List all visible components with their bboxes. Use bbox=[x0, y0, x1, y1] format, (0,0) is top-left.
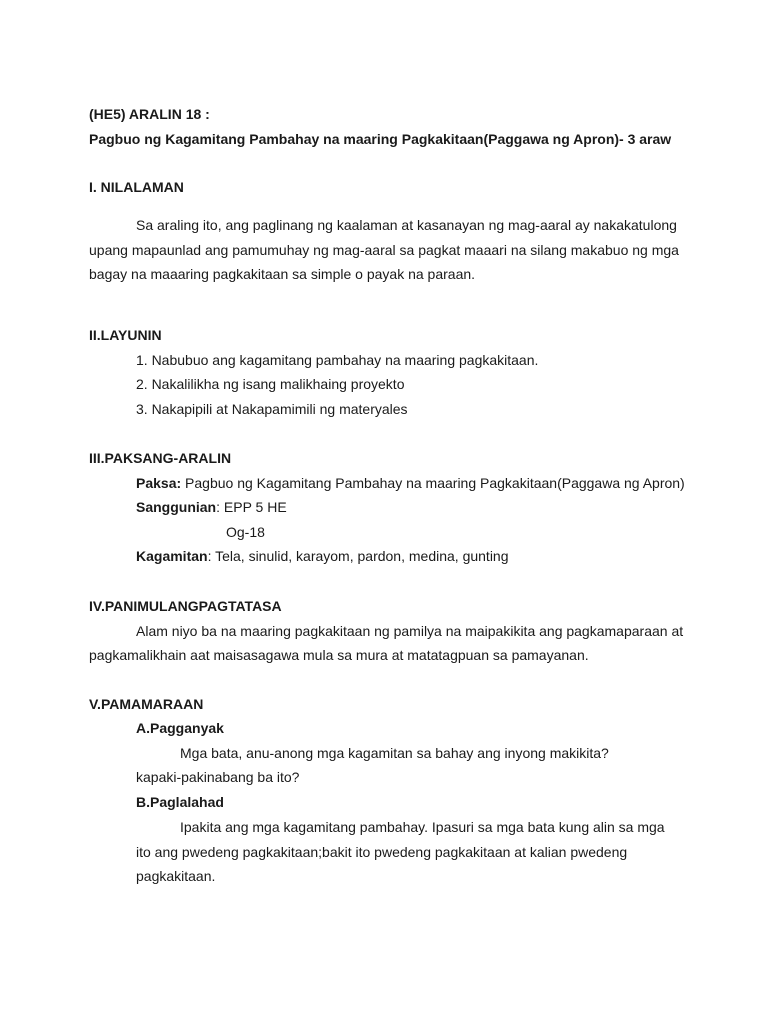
lesson-code: (HE5) ARALIN 18 : bbox=[89, 106, 210, 122]
lesson-title: Pagbuo ng Kagamitang Pambahay na maaring Pagkakitaan(Paggawa ng Apron)- 3 araw bbox=[89, 131, 672, 147]
sanggunian-value: : EPP 5 HE bbox=[216, 499, 287, 515]
paragraph-line: pagkakitaan. bbox=[136, 868, 216, 884]
paragraph-line: pagkamalikhain aat maisasagawa mula sa mura at matatagpuan sa pamayanan. bbox=[89, 647, 589, 663]
sanggunian-page: Og-18 bbox=[226, 524, 265, 540]
section-heading-layunin: II.LAYUNIN bbox=[89, 327, 162, 343]
section-heading-panimula: IV.PANIMULANGPAGTATASA bbox=[89, 598, 282, 614]
paragraph-line: kapaki-pakinabang ba ito? bbox=[136, 769, 300, 785]
paksa-row bbox=[136, 474, 685, 492]
list-item: 1. Nabubuo ang kagamitang pambahay na maaring pagkakitaan. bbox=[136, 352, 539, 368]
kagamitan-label: Kagamitan bbox=[136, 548, 208, 564]
paragraph-line: ito ang pwedeng pagkakitaan;bakit ito pwedeng pagkakitaan at kalian pwedeng bbox=[136, 844, 628, 860]
paragraph-line: Ipakita ang mga kagamitang pambahay. Ipasuri sa mga bata kung alin sa mga bbox=[180, 819, 665, 835]
section-heading-paksang-aralin: III.PAKSANG-ARALIN bbox=[89, 450, 232, 466]
paksa-value: Pagbuo ng Kagamitang Pambahay na maaring Pagkakitaan(Paggawa ng Apron) bbox=[181, 475, 685, 491]
paksa-label: Paksa: bbox=[136, 475, 182, 491]
sanggunian-label: Sanggunian bbox=[136, 499, 217, 515]
list-item: 2. Nakalilikha ng isang malikhaing proyekto bbox=[136, 376, 405, 392]
list-item: 3. Nakapipili at Nakapamimili ng materyales bbox=[136, 401, 408, 417]
sanggunian-row bbox=[136, 498, 287, 516]
paragraph-line: Sa araling ito, ang paglinang ng kaalaman at kasanayan ng mag-aaral ay nakakatulong bbox=[136, 217, 677, 233]
paragraph-line: upang mapaunlad ang pamumuhay ng mag-aaral sa pagkat maaari na silang makabuo ng mga bbox=[89, 242, 679, 258]
section-heading-nilalaman: I. NILALAMAN bbox=[89, 179, 184, 195]
section-heading-pamamaraan: V.PAMAMARAAN bbox=[89, 696, 204, 712]
subheading-pagganyak: A.Pagganyak bbox=[136, 720, 224, 736]
subheading-paglalahad: B.Paglalahad bbox=[136, 794, 224, 810]
paragraph-line: Mga bata, anu-anong mga kagamitan sa bahay ang inyong makikita? bbox=[180, 745, 609, 761]
paragraph-line: Alam niyo ba na maaring pagkakitaan ng pamilya na maipakikita ang pagkamaparaan at bbox=[136, 623, 684, 639]
kagamitan-row bbox=[136, 547, 509, 565]
kagamitan-value: : Tela, sinulid, karayom, pardon, medina, gunting bbox=[207, 548, 509, 564]
paragraph-line: bagay na maaaring pagkakitaan sa simple o payak na paraan. bbox=[89, 266, 476, 282]
